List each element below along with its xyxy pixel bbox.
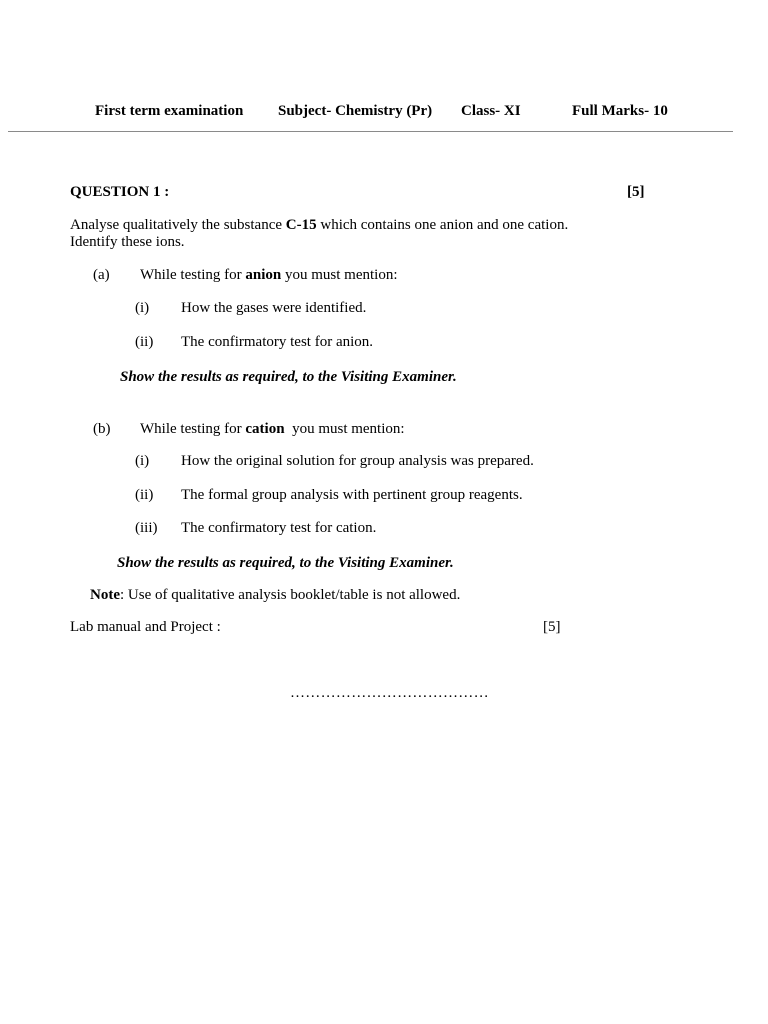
question-title: QUESTION 1 : bbox=[70, 184, 170, 200]
question-intro-line2: Identify these ions. bbox=[70, 234, 185, 250]
part-b-item-num: (iii) bbox=[135, 520, 158, 536]
note bbox=[90, 587, 460, 604]
substance-code: C-15 bbox=[285, 217, 317, 233]
part-a-keyword: anion bbox=[245, 267, 282, 283]
note-text: : Use of qualitative analysis booklet/table is not allowed. bbox=[120, 587, 461, 603]
header-divider bbox=[8, 131, 733, 132]
question-intro bbox=[70, 217, 568, 234]
header-exam: First term examination bbox=[95, 103, 244, 119]
part-a-item-num: (i) bbox=[135, 300, 150, 316]
part-b-instruction: Show the results as required, to the Visiting Examiner. bbox=[117, 555, 454, 571]
header-full-marks: Full Marks- 10 bbox=[572, 103, 668, 119]
part-a-text-after: you must mention: bbox=[281, 267, 398, 283]
lab-manual-label: Lab manual and Project : bbox=[70, 619, 221, 635]
part-b-item-text: How the original solution for group analysis was prepared. bbox=[181, 453, 534, 469]
header-class: Class- XI bbox=[461, 103, 521, 119]
part-a-heading bbox=[140, 267, 398, 284]
part-b-text-before: While testing for bbox=[140, 421, 246, 437]
part-b-item-num: (i) bbox=[135, 453, 150, 469]
part-a-text-before: While testing for bbox=[140, 267, 246, 283]
part-a-item-text: How the gases were identified. bbox=[181, 300, 367, 316]
part-b-keyword: cation bbox=[245, 421, 285, 437]
question-marks: [5] bbox=[627, 184, 645, 200]
part-a-label: (a) bbox=[93, 267, 110, 283]
part-a-instruction: Show the results as required, to the Visiting Examiner. bbox=[120, 369, 457, 385]
part-b-item-text: The formal group analysis with pertinent group reagents. bbox=[181, 487, 523, 503]
intro-text-after: which contains one anion and one cation. bbox=[316, 217, 569, 233]
note-label: Note bbox=[90, 587, 120, 603]
intro-text-before: Analyse qualitatively the substance bbox=[70, 217, 286, 233]
part-b-item-num: (ii) bbox=[135, 487, 154, 503]
part-b-text-after: you must mention: bbox=[284, 421, 405, 437]
part-b-item-text: The confirmatory test for cation. bbox=[181, 520, 377, 536]
part-a-item-num: (ii) bbox=[135, 334, 154, 350]
part-b-label: (b) bbox=[93, 421, 111, 437]
end-marker: ………………………………… bbox=[290, 685, 489, 701]
lab-manual-marks: [5] bbox=[543, 619, 561, 635]
part-b-heading bbox=[140, 421, 405, 438]
part-a-item-text: The confirmatory test for anion. bbox=[181, 334, 374, 350]
header-subject: Subject- Chemistry (Pr) bbox=[278, 103, 433, 119]
